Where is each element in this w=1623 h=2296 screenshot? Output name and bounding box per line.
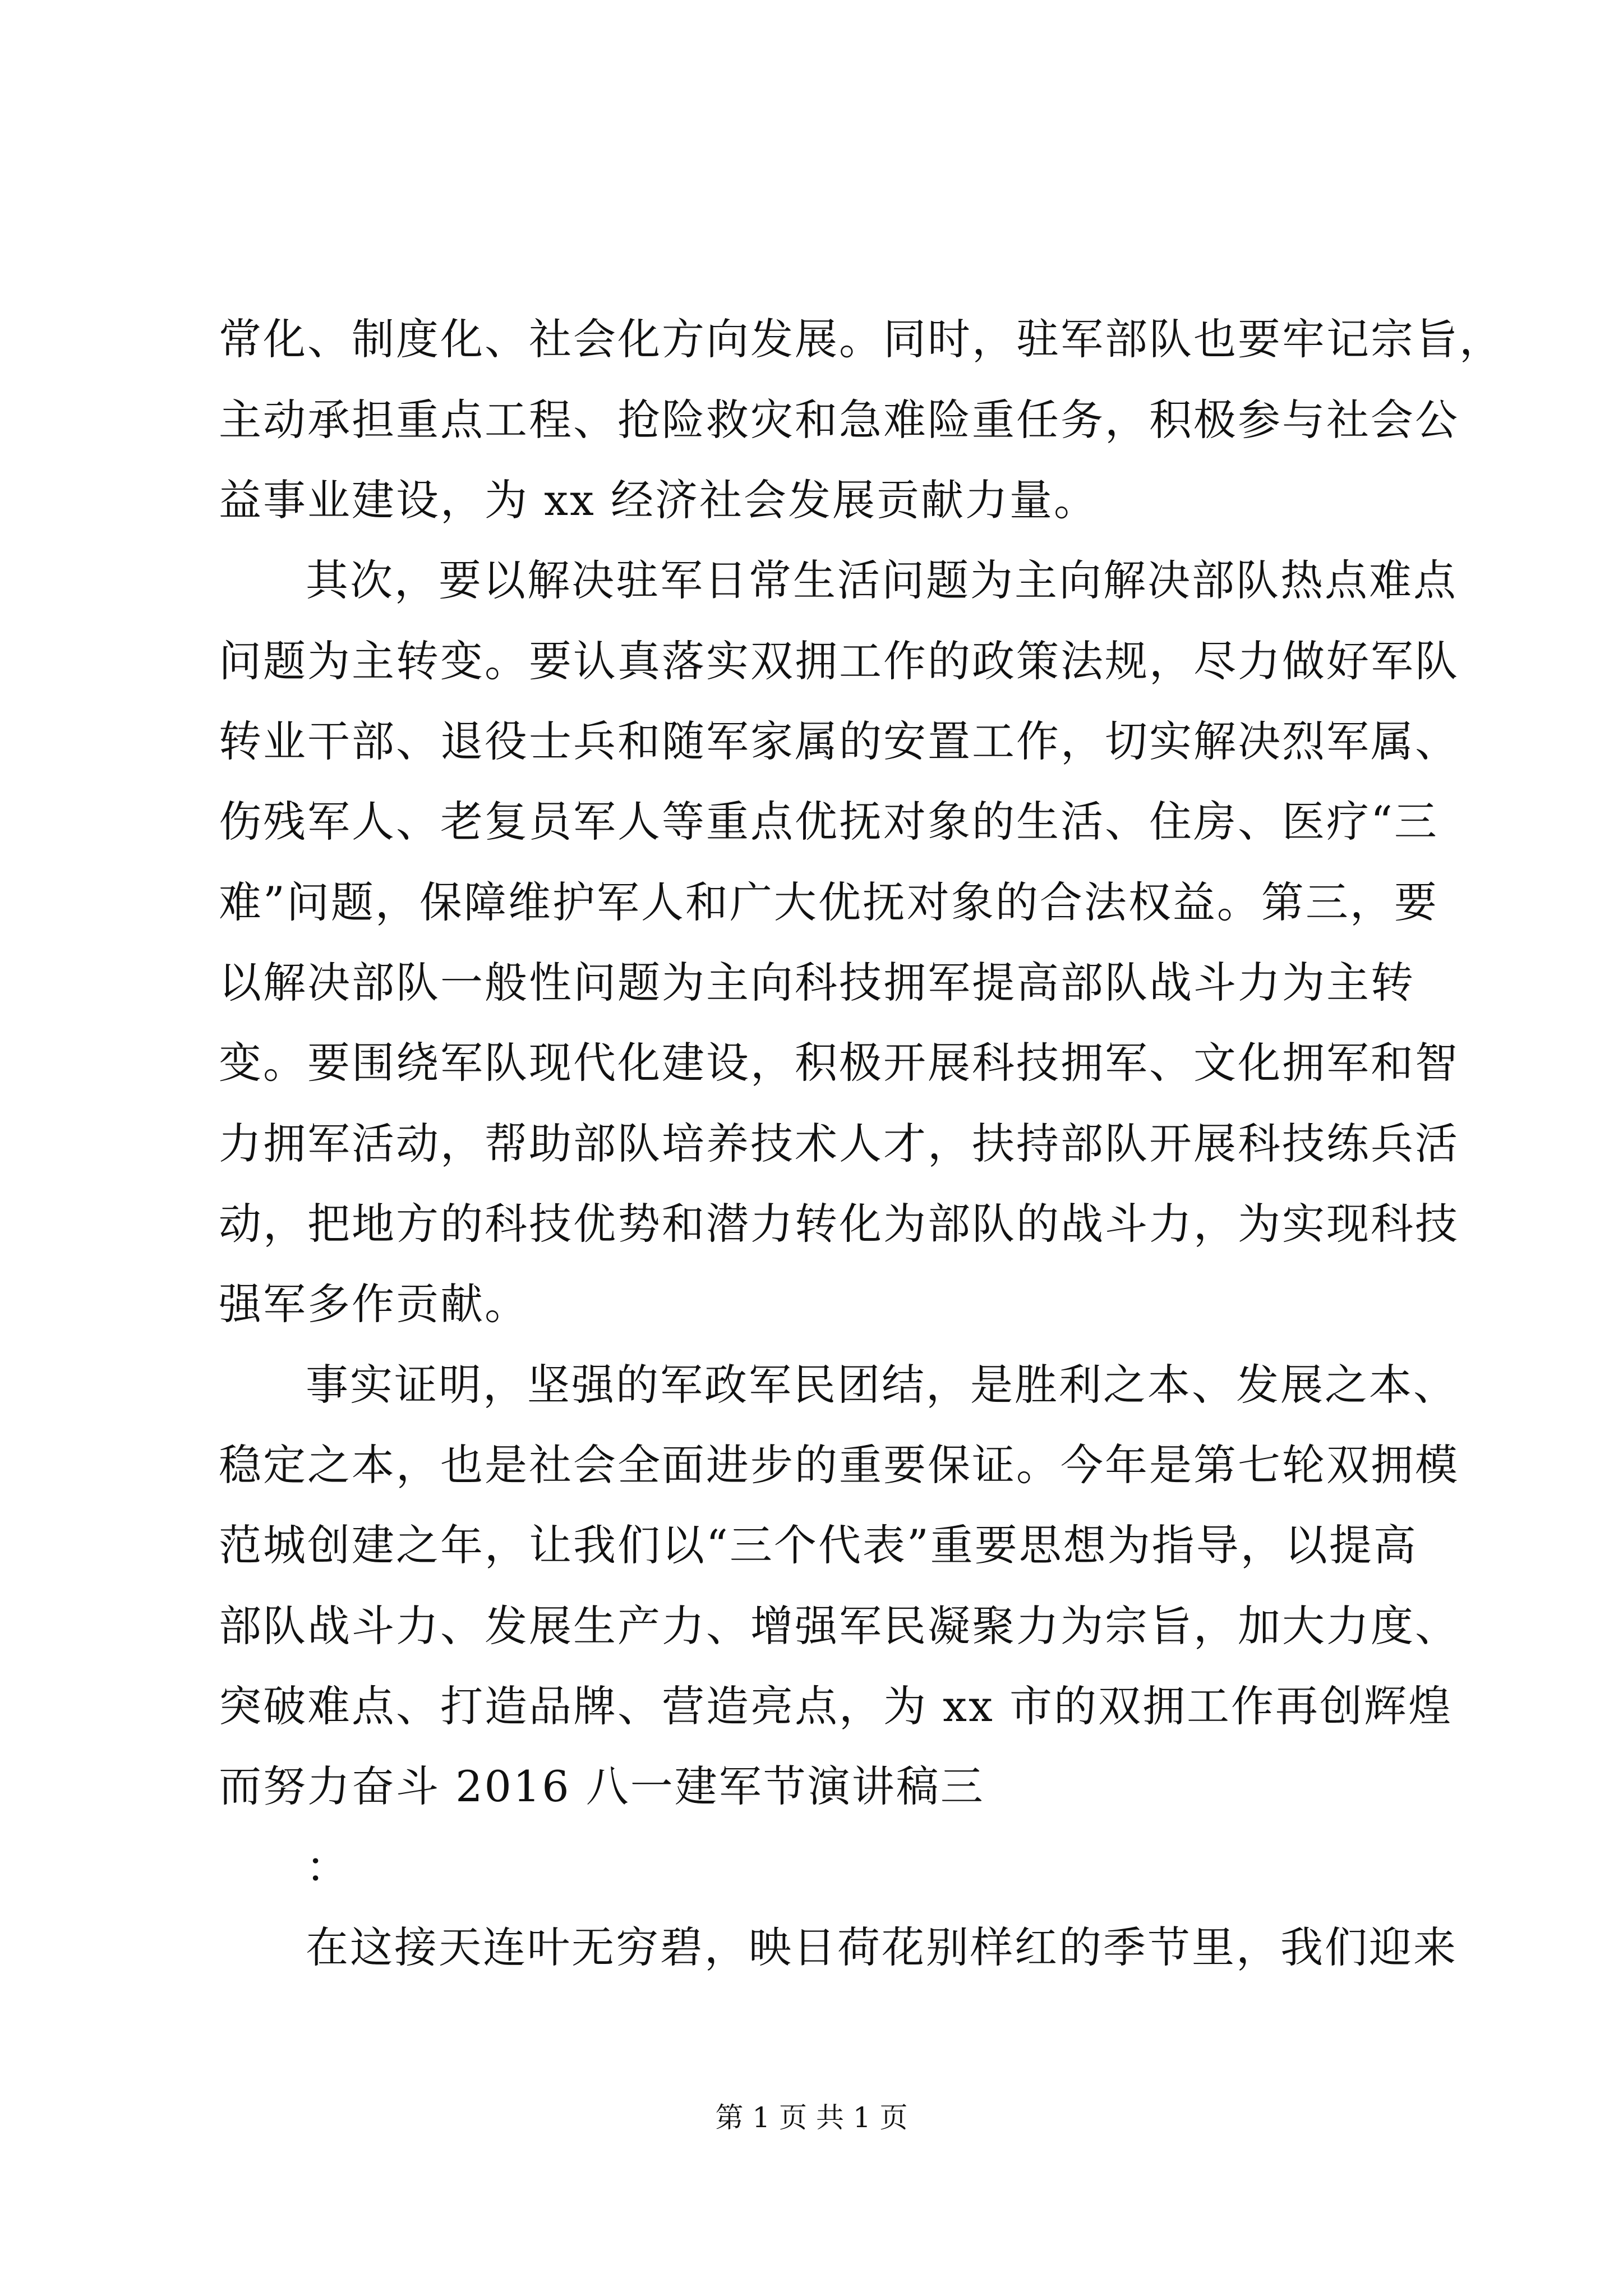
text-line: 常化、制度化、社会化方向发展。同时，驻军部队也要牢记宗旨， — [219, 314, 1504, 364]
text-line: 力拥军活动，帮助部队培养技术人才，扶持部队开展科技练兵活 — [219, 1119, 1459, 1168]
text-line: 以解决部队一般性问题为主向科技拥军提高部队战斗力为主转 — [219, 958, 1415, 1007]
text-line: 稳定之本，也是社会全面进步的重要保证。今年是第七轮双拥模 — [219, 1440, 1459, 1490]
text-line: 部队战斗力、发展生产力、增强军民凝聚力为宗旨，加大力度、 — [219, 1601, 1459, 1651]
text-line: 转业干部、退役士兵和随军家属的安置工作，切实解决烈军属、 — [219, 716, 1459, 766]
text-line: ： — [306, 1842, 350, 1892]
text-line: 突破难点、打造品牌、营造亮点，为 xx 市的双拥工作再创辉煌 — [219, 1681, 1453, 1731]
text-line: 事实证明，坚强的军政军民团结，是胜利之本、发展之本、 — [306, 1360, 1458, 1410]
text-line: 在这接天连叶无穷碧，映日荷花别样红的季节里，我们迎来 — [306, 1922, 1458, 1972]
text-line: 主动承担重点工程、抢险救灾和急难险重任务，积极参与社会公 — [219, 395, 1459, 445]
text-line: 伤残军人、老复员军人等重点优抚对象的生活、住房、医疗“三 — [219, 797, 1438, 846]
text-line: 强军多作贡献。 — [219, 1279, 529, 1329]
text-line: 其次，要以解决驻军日常生活问题为主向解决部队热点难点 — [306, 555, 1458, 605]
text-line: 动，把地方的科技优势和潜力转化为部队的战斗力，为实现科技 — [219, 1199, 1459, 1249]
text-line: 益事业建设，为 xx 经济社会发展贡献力量。 — [219, 475, 1099, 525]
text-line: 问题为主转变。要认真落实双拥工作的政策法规，尽力做好军队 — [219, 636, 1459, 686]
text-line: 难”问题，保障维护军人和广大优抚对象的合法权益。第三，要 — [219, 877, 1438, 927]
text-line: 而努力奋斗 2016 八一建军节演讲稿三 — [219, 1761, 985, 1811]
text-line: 变。要围绕军队现代化建设，积极开展科技拥军、文化拥军和智 — [219, 1038, 1459, 1088]
text-line: 范城创建之年，让我们以“三个代表”重要思想为指导，以提高 — [219, 1520, 1418, 1570]
page-footer: 第 1 页 共 1 页 — [715, 2101, 908, 2134]
